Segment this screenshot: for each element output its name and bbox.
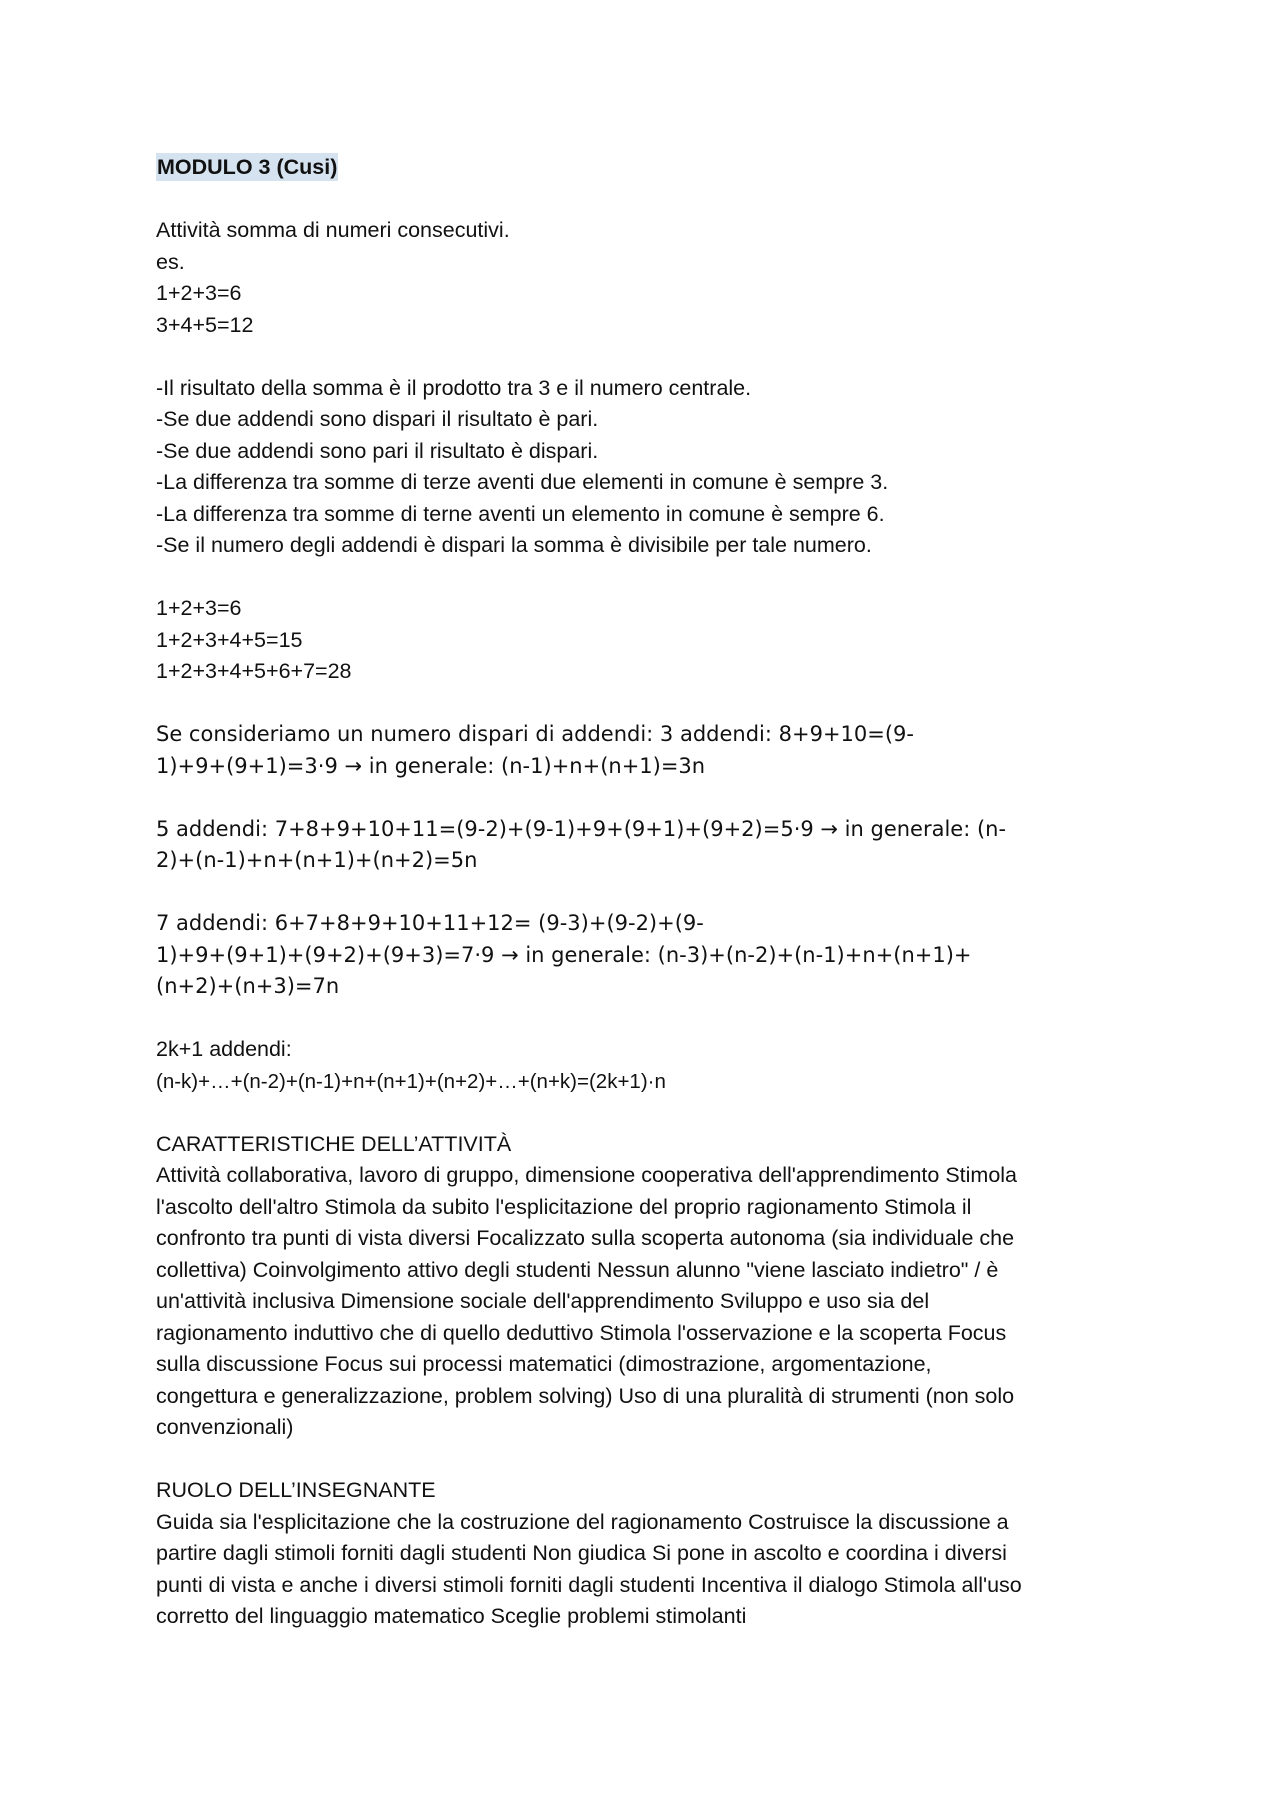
example-line: 1+2+3+4+5+6+7=28 [156, 659, 352, 683]
features-heading: CARATTERISTICHE DELL’ATTIVITÀ [156, 1131, 512, 1156]
teacher-section [156, 1475, 1136, 1633]
odd-5-block [156, 814, 1136, 877]
intro-line: 3+4+5=12 [156, 312, 254, 337]
intro-line: 1+2+3=6 [156, 281, 242, 305]
teacher-line: partire dagli stimoli forniti dagli studenti Non giudica Si pone in ascolto e coordina i diversi [156, 1541, 1007, 1565]
formula-line: 5 addendi: 7+8+9+10+11=(9-2)+(9-1)+9+(9+1)+(9+2)=5·9 → in generale: (n- [156, 816, 1007, 841]
formula-line: 2)+(n-1)+n+(n+1)+(n+2)=5n [156, 848, 478, 872]
features-line: convenzionali) [156, 1415, 294, 1439]
general-formula-block [156, 1034, 1136, 1097]
intro-block [156, 215, 1136, 341]
spacer [156, 688, 1136, 720]
formula-line: (n+2)+(n+3)=7n [156, 974, 340, 998]
spacer [156, 1003, 1136, 1035]
observation-line: -Se due addendi sono dispari il risultato è pari. [156, 407, 599, 431]
observation-line: -Se il numero degli addendi è dispari la somma è divisibile per tale numero. [156, 533, 872, 557]
general-formula-label: 2k+1 addendi: [156, 1037, 292, 1061]
observation-line: -La differenza tra somme di terne aventi un elemento in comune è sempre 6. [156, 501, 885, 526]
teacher-heading: RUOLO DELL’INSEGNANTE [156, 1478, 436, 1502]
formula-line: 1)+9+(9+1)=3·9 → in generale: (n-1)+n+(n+1)=3n [156, 753, 706, 778]
spacer [156, 877, 1136, 909]
spacer [156, 1097, 1136, 1129]
features-line: congettura e generalizzazione, problem solving) Uso di una pluralità di strumenti (non solo [156, 1383, 1015, 1408]
features-line: collettiva) Coinvolgimento attivo degli studenti Nessun alunno "viene lasciato indietro" / è [156, 1257, 999, 1282]
features-line: un'attività inclusiva Dimensione sociale dell'apprendimento Sviluppo e uso sia del [156, 1289, 930, 1313]
features-line: confronto tra punti di vista diversi Focalizzato sulla scoperta autonoma (sia individuale che [156, 1226, 1015, 1250]
document-title-line [156, 152, 1136, 184]
odd-3-block [156, 719, 1136, 782]
spacer [156, 782, 1136, 814]
example-line: 1+2+3=6 [156, 596, 242, 620]
observations-block [156, 373, 1136, 562]
observation-line: -Il risultato della somma è il prodotto tra 3 e il numero centrale. [156, 375, 752, 400]
formula-line: 7 addendi: 6+7+8+9+10+11+12= (9-3)+(9-2)+(9- [156, 911, 704, 935]
spacer [156, 341, 1136, 373]
formula-line: Se consideriamo un numero dispari di addendi: 3 addendi: 8+9+10=(9- [156, 722, 914, 746]
example-line: 1+2+3+4+5=15 [156, 627, 303, 652]
examples-block [156, 593, 1136, 688]
spacer [156, 1444, 1136, 1476]
teacher-line: Guida sia l'esplicitazione che la costruzione del ragionamento Costruisce la discussione a [156, 1509, 1009, 1534]
features-line: Attività collaborativa, lavoro di gruppo, dimensione cooperativa dell'apprendimento Stimola [156, 1163, 1018, 1187]
features-line: sulla discussione Focus sui processi matematici (dimostrazione, argomentazione, [156, 1352, 932, 1376]
document-title: MODULO 3 (Cusi) [157, 155, 338, 179]
spacer [156, 562, 1136, 594]
teacher-line: punti di vista e anche i diversi stimoli forniti dagli studenti Incentiva il dialogo Stimola all'uso [156, 1572, 1022, 1597]
general-formula: (n-k)+…+(n-2)+(n-1)+n+(n+1)+(n+2)+…+(n+k)=(2k+1)·n [156, 1069, 666, 1093]
document-page [156, 152, 1136, 1633]
observation-line: -La differenza tra somme di terze aventi due elementi in comune è sempre 3. [156, 470, 889, 494]
intro-line: es. [156, 249, 185, 274]
observation-line: -Se due addendi sono pari il risultato è dispari. [156, 438, 599, 463]
features-line: ragionamento induttivo che di quello deduttivo Stimola l'osservazione e la scoperta Focus [156, 1320, 1007, 1345]
odd-7-block [156, 908, 1136, 1003]
spacer [156, 184, 1136, 216]
features-line: l'ascolto dell'altro Stimola da subito l'esplicitazione del proprio ragionamento Stimola il [156, 1194, 972, 1219]
teacher-line: corretto del linguaggio matematico Sceglie problemi stimolanti [156, 1604, 747, 1628]
intro-line: Attività somma di numeri consecutivi. [156, 218, 510, 242]
formula-line: 1)+9+(9+1)+(9+2)+(9+3)=7·9 → in generale: (n-3)+(n-2)+(n-1)+n+(n+1)+ [156, 942, 972, 967]
features-section [156, 1129, 1136, 1444]
